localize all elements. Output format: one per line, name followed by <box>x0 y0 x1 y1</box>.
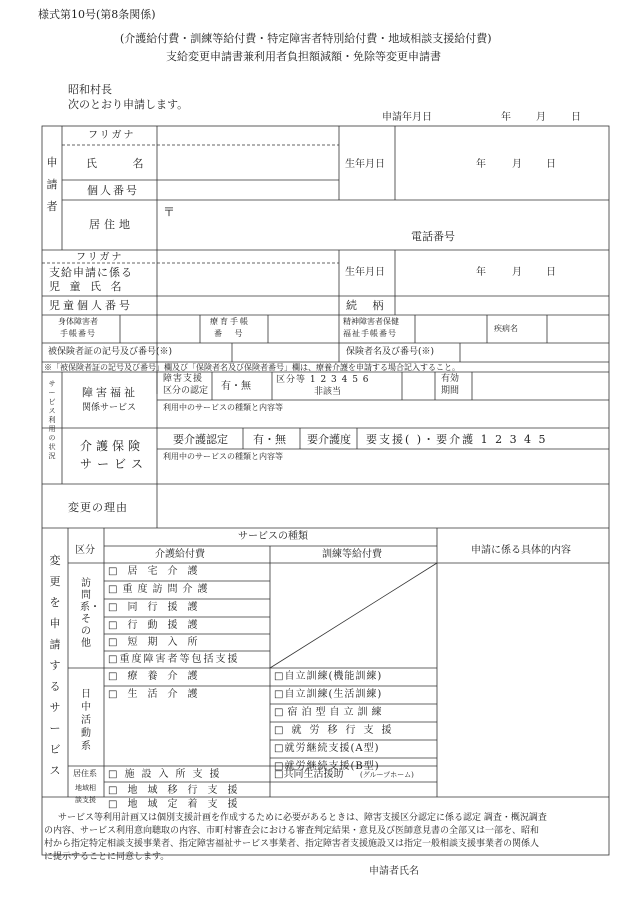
training-item-group-living[interactable]: □共同生活援助 <box>274 769 344 780</box>
child-furigana-field[interactable] <box>160 252 335 262</box>
insurer-name-label: 保険者名及び番号(※) <box>346 347 435 357</box>
applicant-name-field[interactable] <box>160 147 335 178</box>
care-item-home-care[interactable]: □居宅介護 <box>108 566 208 577</box>
validity-label-line1: 有効 <box>441 374 460 384</box>
training-item-function[interactable]: □自立訓練(機能訓練) <box>274 671 383 682</box>
child-name-label-line1: 支給申請に係る <box>49 266 133 279</box>
category-column-header: 区分 <box>75 545 95 556</box>
care-item-medical-care[interactable]: □療養介護 <box>108 671 208 682</box>
care-item-facility-admission[interactable]: □施設入所支援 <box>108 769 227 780</box>
training-item-employment-a[interactable]: □就労継続支援(A型) <box>274 743 380 754</box>
validity-label-line2: 期間 <box>441 386 460 396</box>
child-birth-month: 月 <box>512 267 522 278</box>
form-title-line1: (介護給付費・訓練等給付費・特定障害者特別給付費・地域相談支援給付費) <box>120 32 492 45</box>
applicant-furigana-label: フリガナ <box>88 130 136 141</box>
child-name-field[interactable] <box>160 265 335 294</box>
specific-content-field[interactable] <box>440 566 606 794</box>
physical-cert-label-line2: 手帳番号 <box>60 329 96 338</box>
training-benefit-header: 訓練等給付費 <box>322 549 382 560</box>
consent-text-line2: の内容、サービス利用意向聴取の内容、市町村審査会における審査判定結果・意見及び医師意見書の全部又は一部を、昭和 <box>44 826 540 836</box>
care-item-comprehensive[interactable]: □重度障害者等包括支援 <box>108 654 240 665</box>
care-item-behavior[interactable]: □行動援護 <box>108 620 208 631</box>
category-grade[interactable]: 区分等 1 2 3 4 5 6 <box>276 375 370 385</box>
group-visiting-label: 訪問系・その他 <box>80 578 100 649</box>
mental-cert-label-line1: 精神障害者保健 <box>343 317 399 326</box>
consent-text-line4: に提示することに同意します。 <box>44 852 170 862</box>
group-home-note: (グループホーム) <box>360 771 414 779</box>
applicant-section-label: 申請者 <box>46 156 58 213</box>
training-item-residential[interactable]: □宿泊型自立訓練 <box>274 707 386 718</box>
mental-cert-label-line2: 福祉手帳番号 <box>343 329 397 338</box>
applicant-birth-year: 年 <box>476 159 486 170</box>
child-relationship-field[interactable] <box>398 298 606 313</box>
support-levels[interactable]: 要支援( )・要介護 1 2 3 4 5 <box>366 433 548 446</box>
child-individual-number-label: 児童個人番号 <box>49 299 133 312</box>
child-furigana-label: フリガナ <box>76 252 124 263</box>
training-item-life[interactable]: □自立訓練(生活訓練) <box>274 689 383 700</box>
date-day: 日 <box>571 112 581 123</box>
category-cert-label-line1: 障害支援 <box>163 374 204 384</box>
child-relationship-label: 続 柄 <box>346 299 390 312</box>
signature-field[interactable] <box>430 864 600 880</box>
welfare-in-use-label: 利用中のサービスの種類と内容等 <box>163 403 283 412</box>
child-birth-date-label: 生年月日 <box>345 267 385 278</box>
welfare-service-label-line1: 障害福祉 <box>82 386 138 399</box>
change-services-section-label: 変更を申請するサービス <box>49 554 61 777</box>
applicant-individual-number-label: 個人番号 <box>87 184 139 197</box>
applicant-birth-month: 月 <box>512 159 522 170</box>
change-reason-field[interactable] <box>160 487 606 526</box>
welfare-in-use-field[interactable] <box>160 414 606 426</box>
training-item-employment-transition[interactable]: □就労移行支援 <box>274 725 400 736</box>
applicant-individual-number-field[interactable] <box>160 182 606 198</box>
insurance-in-use-label: 利用中のサービスの種類と内容等 <box>163 452 283 461</box>
applicant-address-field[interactable] <box>175 202 605 248</box>
care-cert-label: 要介護認定 <box>173 433 228 446</box>
welfare-service-label-line2: 関係サービス <box>82 403 137 413</box>
applicant-furigana-field[interactable] <box>160 128 335 143</box>
category-cert-label-line2: 区分の認定 <box>163 386 209 396</box>
physical-cert-label-line1: 身体障害者 <box>58 317 98 326</box>
signature-label: 申請者氏名 <box>369 866 419 877</box>
postal-mark: 〒 <box>163 205 176 219</box>
service-status-section-label: サービス利用の状況 <box>48 380 56 460</box>
certificate-note: ※「被保険者証の記号及び番号」欄及び「保険者名及び保険者番号」欄は、療養介護を申請する場合記入すること。 <box>44 363 460 372</box>
applicant-birth-day: 日 <box>546 159 556 170</box>
insured-symbol-label: 被保険者証の記号及び番号(※) <box>48 347 173 357</box>
group-daytime-label: 日中活動系 <box>81 689 91 752</box>
intro-text: 次のとおり申請します。 <box>68 98 189 111</box>
form-title-line2: 支給変更申請書兼利用者負担額減額・免除等変更申請書 <box>166 50 441 63</box>
care-item-severe-visit[interactable]: □重度訪問介護 <box>108 584 213 595</box>
disease-label: 疾病名 <box>494 324 518 333</box>
care-benefit-header: 介護給付費 <box>155 549 205 560</box>
rehab-cert-label-line1: 療育手帳 <box>210 317 250 326</box>
change-reason-label: 変更の理由 <box>68 501 128 514</box>
consent-text-line3: 村から指定特定相談支援事業者、指定障害福祉サービス事業者、指定障害者支援施設又は指定一般相談支援事業者の関係人 <box>44 839 540 849</box>
child-birth-day: 日 <box>546 267 556 278</box>
training-item-employment-b[interactable]: □就労継続支援(B型) <box>274 761 380 772</box>
category-cert-yes-no[interactable]: 有・無 <box>221 381 251 392</box>
rehab-cert-label-line2: 番 号 <box>214 329 248 338</box>
phone-label: 電話番号 <box>411 230 455 243</box>
insurance-service-label-line1: 介護保険 <box>80 439 145 453</box>
date-year: 年 <box>501 112 511 123</box>
regional-item-transition[interactable]: □地域移行支援 <box>108 785 248 796</box>
date-month: 月 <box>536 112 546 123</box>
consent-text-line1: サービス等利用計画又は個別支援計画を作成するために必要があるときは、障害支援区分認定に係る認定 調査・概況調査 <box>58 813 547 823</box>
child-birth-year: 年 <box>476 267 486 278</box>
child-name-label-line2: 児 童 氏 名 <box>49 280 125 293</box>
child-individual-number-field[interactable] <box>160 298 335 313</box>
care-item-accompany[interactable]: □同行援護 <box>108 602 208 613</box>
service-types-header: サービスの種類 <box>238 531 308 542</box>
applicant-name-label: 氏 名 <box>86 157 160 170</box>
applicant-birth-date-label: 生年月日 <box>345 159 385 170</box>
care-cert-yes-no[interactable]: 有・無 <box>253 433 286 446</box>
specific-content-header: 申請に係る具体的内容 <box>471 545 571 556</box>
care-item-short-stay[interactable]: □短期入所 <box>108 637 208 648</box>
group-regional-label-line1: 地域相 <box>75 784 96 792</box>
group-residential-label: 居住系 <box>73 769 97 778</box>
group-regional-label-line2: 談支援 <box>75 796 96 804</box>
application-date-label: 申請年月日 <box>382 112 432 123</box>
applicant-address-label: 居住地 <box>89 218 134 231</box>
regional-item-settlement[interactable]: □地域定着支援 <box>108 799 248 810</box>
insurance-service-label-line2: サービス <box>80 457 149 471</box>
form-number: 様式第10号(第8条関係) <box>38 8 156 21</box>
addressee: 昭和村長 <box>68 83 112 96</box>
insurance-in-use-field[interactable] <box>160 463 606 482</box>
care-item-life-care[interactable]: □生活介護 <box>108 689 208 700</box>
care-level-label: 要介護度 <box>307 433 351 446</box>
category-not-applicable[interactable]: 非該当 <box>314 387 342 397</box>
